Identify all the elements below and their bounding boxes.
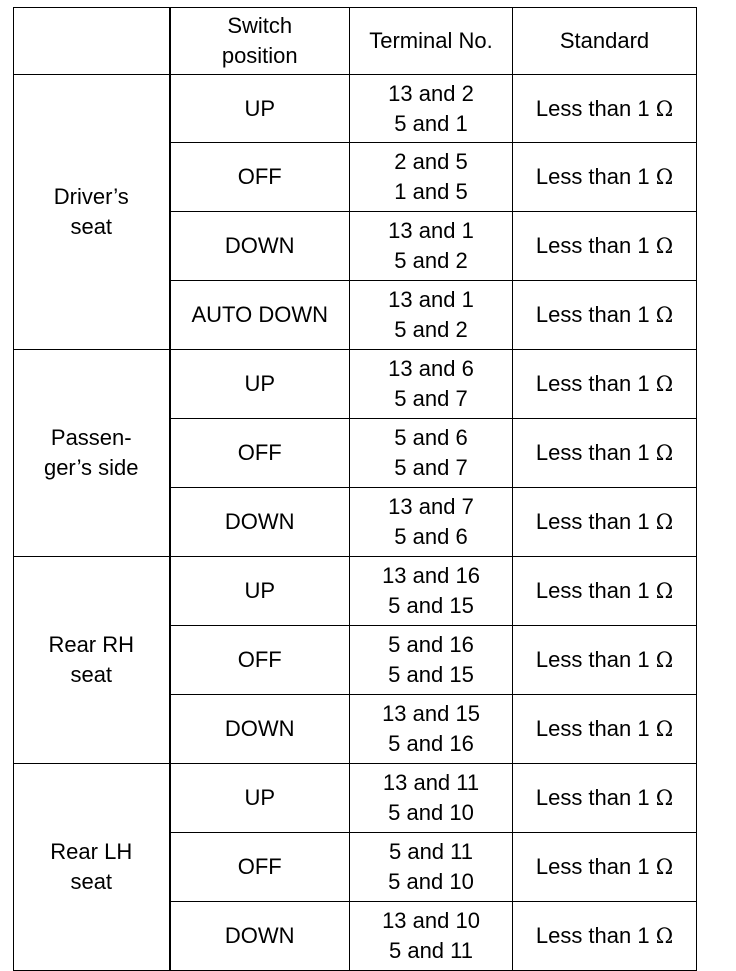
switch-position-cell: UP (170, 75, 350, 143)
switch-position-cell: OFF (170, 143, 350, 212)
terminal-pair: 5 and 6 (394, 524, 468, 549)
terminal-cell (350, 902, 513, 971)
terminal-cell (350, 764, 513, 833)
standard-cell: Less than 1 Ω (513, 695, 697, 764)
switch-position-cell: UP (170, 764, 350, 833)
terminal-pair: 5 and 2 (394, 317, 468, 342)
terminal-cell (350, 488, 513, 557)
standard-cell: Less than 1 Ω (513, 419, 697, 488)
terminal-cell (350, 833, 513, 902)
switch-position-cell: DOWN (170, 212, 350, 281)
header-standard: Standard (513, 8, 697, 75)
section-label-line: Driver’s (53, 184, 129, 209)
terminal-cell (350, 212, 513, 281)
standard-cell: Less than 1 Ω (513, 626, 697, 695)
switch-position-cell: DOWN (170, 488, 350, 557)
terminal-pair: 5 and 10 (388, 869, 474, 894)
terminal-pair: 13 and 2 (388, 80, 474, 106)
standard-cell: Less than 1 Ω (513, 557, 697, 626)
table-row (14, 557, 697, 626)
standard-cell: Less than 1 Ω (513, 350, 697, 419)
terminal-pair: 5 and 10 (388, 800, 474, 825)
terminal-cell (350, 626, 513, 695)
terminal-cell (350, 143, 513, 212)
switch-position-cell: DOWN (170, 695, 350, 764)
standard-cell: Less than 1 Ω (513, 833, 697, 902)
switch-inspection-table (13, 7, 697, 971)
section-label-line: ger’s side (43, 455, 139, 480)
section-label-line: Rear RH (48, 632, 135, 657)
section-label-line: Rear LH (50, 839, 133, 864)
terminal-cell (350, 350, 513, 419)
switch-position-cell: UP (170, 350, 350, 419)
terminal-pair: 5 and 2 (394, 248, 468, 273)
header-corner-cell (14, 8, 170, 75)
terminal-pair: 13 and 16 (382, 563, 480, 588)
switch-position-cell: DOWN (170, 902, 350, 971)
table-row (14, 350, 697, 419)
terminal-pair: 5 and 11 (388, 938, 473, 963)
header-switch-position-line: position (221, 43, 298, 68)
standard-cell: Less than 1 Ω (513, 212, 697, 281)
terminal-pair: 5 and 7 (394, 455, 468, 480)
standard-cell: Less than 1 Ω (513, 143, 697, 212)
section-label (14, 350, 170, 557)
terminal-pair: 5 and 15 (388, 662, 474, 687)
standard-cell: Less than 1 Ω (513, 75, 697, 143)
section-label (14, 557, 170, 764)
terminal-pair: 5 and 15 (388, 593, 474, 618)
terminal-pair: 5 and 1 (394, 110, 468, 136)
table-row (14, 75, 697, 143)
switch-position-cell: OFF (170, 419, 350, 488)
switch-position-cell: AUTO DOWN (170, 281, 350, 350)
section-label (14, 764, 170, 971)
terminal-pair: 5 and 7 (394, 386, 468, 411)
header-switch-position (170, 8, 350, 75)
terminal-pair: 13 and 7 (388, 494, 474, 519)
terminal-cell (350, 281, 513, 350)
section-label-line: Passen- (50, 425, 132, 450)
standard-cell: Less than 1 Ω (513, 488, 697, 557)
standard-cell: Less than 1 Ω (513, 764, 697, 833)
terminal-pair: 13 and 10 (382, 908, 480, 933)
terminal-cell (350, 695, 513, 764)
terminal-pair: 5 and 16 (388, 731, 474, 756)
terminal-pair: 13 and 11 (382, 770, 480, 795)
section-label-line: seat (70, 214, 113, 239)
terminal-cell (350, 419, 513, 488)
section-label (14, 75, 170, 350)
table-body (14, 8, 697, 971)
terminal-cell (350, 75, 513, 143)
terminal-pair: 1 and 5 (394, 179, 468, 204)
terminal-pair: 13 and 15 (382, 701, 480, 726)
terminal-cell (350, 557, 513, 626)
terminal-pair: 13 and 1 (388, 218, 474, 243)
header-row (14, 8, 697, 75)
terminal-pair: 5 and 6 (394, 425, 468, 450)
switch-position-cell: OFF (170, 626, 350, 695)
section-label-line: seat (70, 662, 113, 687)
standard-cell: Less than 1 Ω (513, 281, 697, 350)
header-switch-position-line: Switch (227, 13, 293, 38)
section-label-line: seat (70, 869, 113, 894)
header-terminal-no: Terminal No. (350, 8, 513, 75)
terminal-pair: 2 and 5 (394, 149, 468, 174)
table-row (14, 764, 697, 833)
terminal-pair: 5 and 11 (388, 839, 473, 864)
switch-position-cell: UP (170, 557, 350, 626)
switch-position-cell: OFF (170, 833, 350, 902)
terminal-pair: 13 and 1 (388, 287, 474, 312)
standard-cell: Less than 1 Ω (513, 902, 697, 971)
terminal-pair: 13 and 6 (388, 356, 474, 381)
terminal-pair: 5 and 16 (388, 632, 474, 657)
